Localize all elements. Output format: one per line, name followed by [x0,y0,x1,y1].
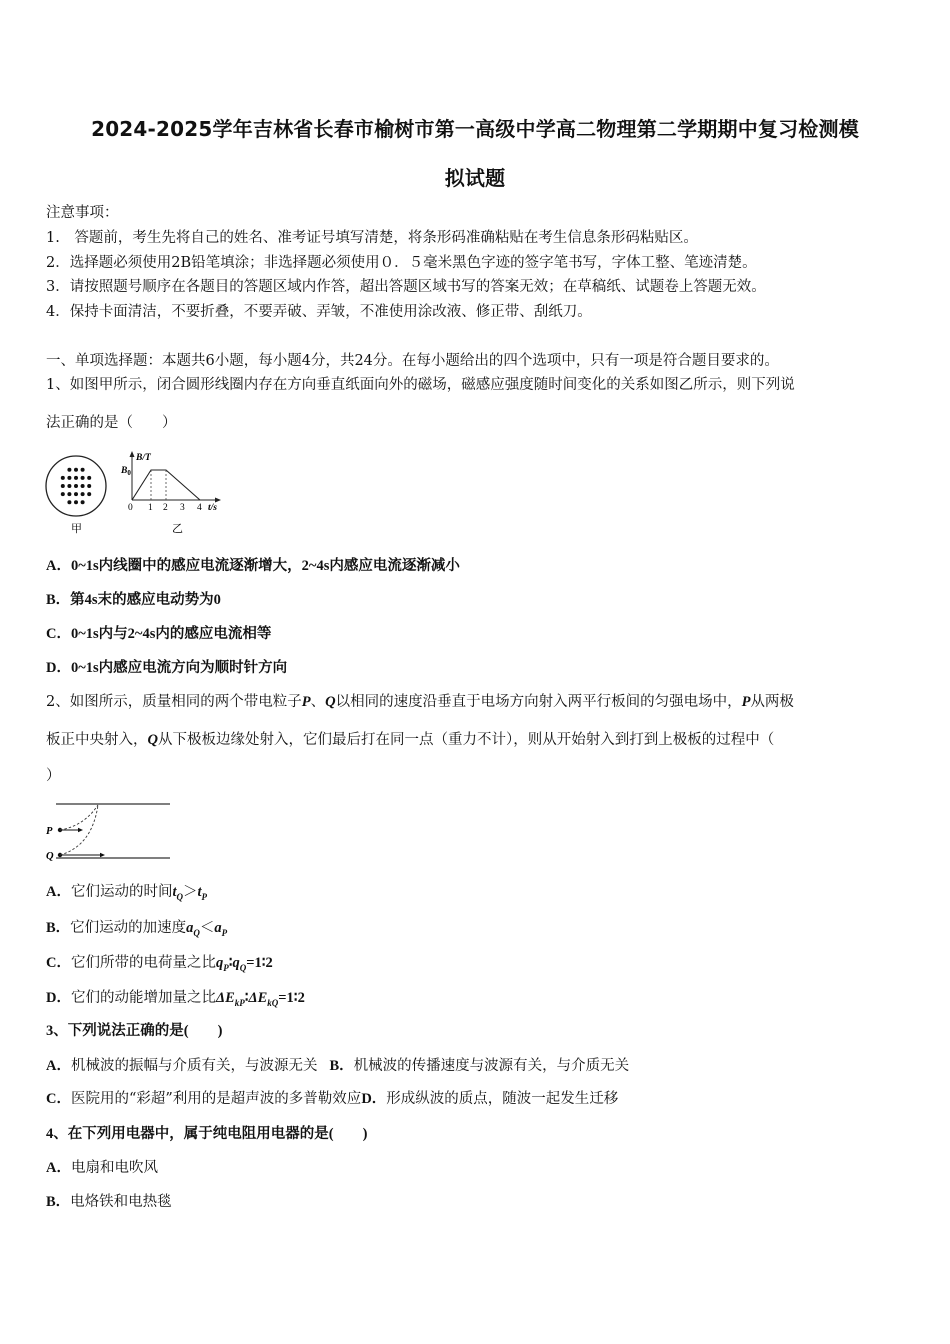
q2-var-p: P [301,694,311,710]
q2-option-a-sub-2: P [201,891,208,902]
q2-stem-line-3: ） [46,768,61,784]
exam-title-line-1: 2024-2025学年吉林省长春市榆树市第一高级中学高二物理第二学期期中复习检测模 [91,117,859,141]
q2-option-c-var-1: q [215,955,224,971]
q2-stem-part-5: 从下极板边缘处射入，它们最后打在同一点（重力不计），则从开始射入到打到上极板的过程中（ [157,732,775,748]
q2-figure [44,796,174,864]
tick-1: 1 [148,503,153,513]
notice-item-2: 2．选择题必须使用2B铅笔填涂；非选择题必须使用０．５毫米黑色字迹的签字笔书写，字体工整、笔迹清楚。 [46,255,757,271]
label-jia: 甲 [71,523,82,535]
field-dot [74,500,78,504]
q2-option-d-var-2: ΔE [248,990,268,1006]
q2-option-b-letter: B． [46,920,71,936]
q2-stem-part-3: 从两极 [750,694,794,710]
field-dot [81,468,85,472]
q2-stem-line-2 [46,730,774,750]
q2-option-c [46,953,273,978]
q1-option-a-text: 0~1s内线圈中的感应电流逐渐增大，2~4s内感应电流逐渐减小 [70,558,460,574]
field-dot [61,484,65,488]
field-dot [74,484,78,488]
q2-var-q: Q [325,694,336,710]
q1-option-d [46,658,287,678]
q4-option-b-letter: B． [46,1194,71,1210]
q3-options-line-1 [46,1056,629,1076]
q4-option-a [46,1158,158,1178]
field-dot [61,476,65,480]
q2-stem-part-1: 2、如图所示，质量相同的两个带电粒子 [46,694,302,710]
q1-option-a [46,556,460,576]
section-1-heading: 一、单项选择题：本题共6小题，每小题4分，共24分。在每小题给出的四个选项中，只有一项是符合题目要求的。 [46,353,779,369]
q4-stem: 4、在下列用电器中，属于纯电阻用电器的是( ) [46,1126,368,1142]
q1-option-b-letter: B． [46,592,71,608]
q2-option-d-text: 它们的动能增加量之比 [70,990,216,1006]
q2-option-c-var-2: q [232,955,240,971]
q2-option-d-colon: ∶ [244,990,249,1006]
q2-option-b-op: ＜ [199,920,215,936]
q2-option-d-letter: D． [46,990,71,1006]
field-dot [61,492,65,496]
q2-option-c-sub-2: Q [239,962,247,973]
q2-stem-part-2: 以相同的速度沿垂直于电场方向射入两平行板间的匀强电场中， [335,694,742,710]
label-yi: 乙 [172,523,183,535]
field-dot [67,476,71,480]
q2-option-b-text: 它们运动的加速度 [70,920,187,936]
q4-option-a-text: 电扇和电吹风 [70,1160,158,1176]
field-dot [81,492,85,496]
notice-item-1: 1. 答题前，考生先将自己的姓名、准考证号填写清楚，将条形码准确粘贴在考生信息条形码粘贴区。 [46,230,698,246]
field-dot [87,476,91,480]
q2-option-d-sub-1: kP [234,997,245,1008]
field-dot [81,476,85,480]
field-dot [67,492,71,496]
p-label: P [46,826,53,837]
q3-option-d-text: 形成纵波的质点，随波一起发生迁移 [386,1091,619,1107]
q2-option-a-op: ＞ [183,884,198,900]
exam-title-line-2: 拟试题 [444,166,506,190]
field-dot [67,500,71,504]
q4-option-a-letter: A． [46,1160,71,1176]
q3-option-d-letter: D． [361,1091,387,1107]
q2-option-b [46,918,227,943]
x-axis-label: t/s [208,503,217,513]
q2-option-c-ratio: =1∶2 [246,955,273,971]
notice-item-4: 4．保持卡面清洁，不要折叠，不要弄破、弄皱，不准使用涂改液、修正带、刮纸刀。 [46,304,592,320]
tick-2: 2 [163,503,168,513]
q2-option-a [46,882,207,907]
q2-option-c-sub-1: P [223,962,229,973]
p-trajectory [60,805,98,830]
q2-option-c-letter: C． [46,955,71,971]
field-dot [87,492,91,496]
b0-label: $B_0$ [121,466,131,477]
y-axis-arrow [130,451,135,457]
q1-option-c [46,624,271,644]
q2-option-b-sub-1: Q [193,927,200,938]
x-axis-arrow [215,498,221,503]
q1-option-b [46,590,221,610]
field-dot [81,484,85,488]
field-dot [74,492,78,496]
q-label: Q [46,851,54,862]
q2-stem-line-1 [46,692,794,712]
p-arrowhead [78,828,83,832]
tick-4: 4 [197,503,202,513]
q2-option-d [46,988,305,1013]
q2-option-a-sub-1: Q [176,891,184,902]
b-t-graph [120,451,221,513]
q1-stem-line-2: 法正确的是（ ） [46,415,177,431]
q2-option-d-sub-2: kQ [267,997,279,1008]
q3-stem: 3、下列说法正确的是( ) [46,1023,223,1039]
q2-var-q-2: Q [147,732,158,748]
notice-item-3: 3．请按照题号顺序在各题目的答题区域内作答，超出答题区域书写的答案无效；在草稿纸、试题卷上答题无效。 [46,279,766,295]
q2-option-a-var-2: t [197,884,202,900]
q3-option-b-letter: B． [329,1058,354,1074]
q2-var-p-2: P [741,694,751,710]
field-dot [81,500,85,504]
q-arrowhead [100,853,105,857]
tick-0: 0 [128,503,133,513]
q2-sep: 、 [310,694,326,710]
q3-options-line-2 [46,1089,618,1109]
q1-option-a-letter: A． [46,558,71,574]
field-dot [67,468,71,472]
q1-figure [40,448,240,540]
tick-3: 3 [180,503,185,513]
q2-option-a-var-1: t [172,884,177,900]
q3-option-b-text: 机械波的传播速度与波源有关，与介质无关 [353,1058,630,1074]
q2-option-a-text: 它们运动的时间 [70,884,173,900]
q2-option-d-ratio: =1∶2 [278,990,305,1006]
field-dot [74,468,78,472]
q1-option-c-letter: C． [46,626,71,642]
q1-option-b-text: 第4s末的感应电动势为0 [70,592,221,608]
notice-heading: 注意事项： [46,205,119,221]
q3-option-a-letter: A． [46,1058,71,1074]
q2-option-a-letter: A． [46,884,71,900]
q2-option-d-var-1: ΔE [215,990,235,1006]
field-dot [87,484,91,488]
q4-option-b-text: 电烙铁和电热毯 [70,1194,172,1210]
q1-option-d-letter: D． [46,660,71,676]
q3-option-c-text: 医院用的“彩超”利用的是超声波的多普勒效应 [70,1091,362,1107]
q2-option-b-var-2: a [214,920,222,936]
q1-option-d-text: 0~1s内感应电流方向为顺时针方向 [70,660,288,676]
q3-option-a-text: 机械波的振幅与介质有关，与波源无关 [70,1058,318,1074]
field-dot [74,476,78,480]
magnetic-field-dots [61,468,91,504]
q1-option-c-text: 0~1s内与2~4s内的感应电流相等 [70,626,272,642]
q2-option-c-colon: ∶ [228,955,233,971]
q4-option-b [46,1192,172,1212]
q2-option-b-var-1: a [186,920,194,936]
q3-option-c-letter: C． [46,1091,71,1107]
q1-stem-line-1: 1、如图甲所示，闭合圆形线圈内存在方向垂直纸面向外的磁场，磁感应强度随时间变化的关系如图乙所示，则下列说 [46,377,795,393]
q2-option-c-text: 它们所带的电荷量之比 [70,955,216,971]
q2-option-b-sub-2: P [221,927,228,938]
field-dot [67,484,71,488]
q2-stem-part-4: 板正中央射入， [46,732,148,748]
y-axis-label: B/T [136,453,151,463]
